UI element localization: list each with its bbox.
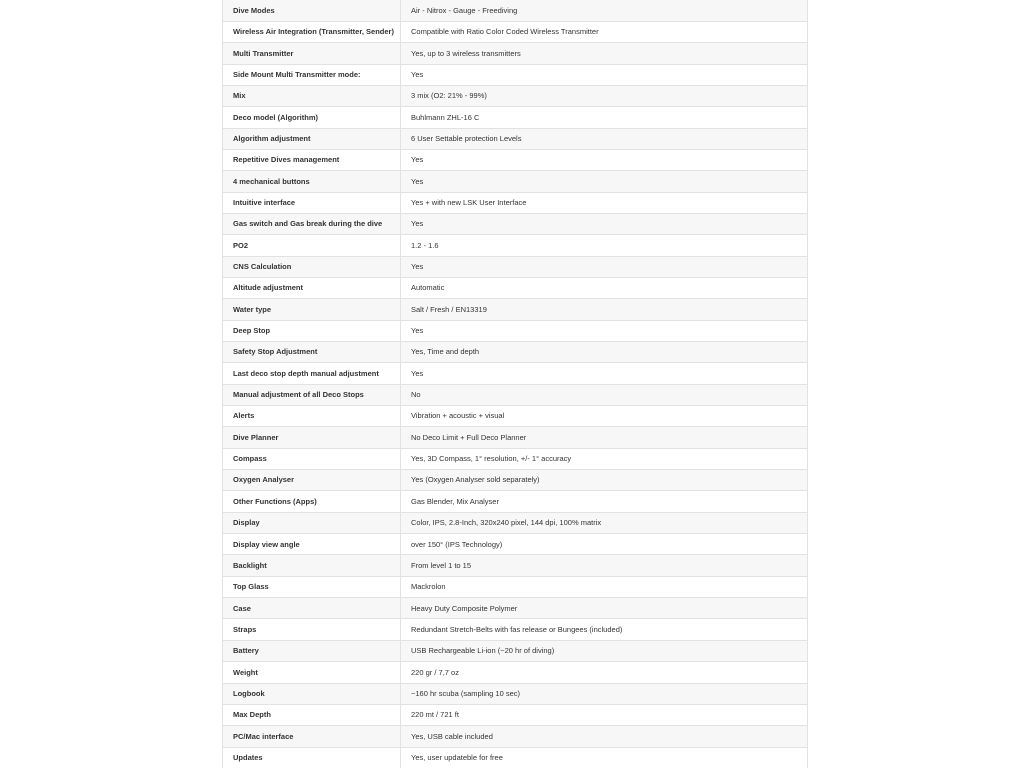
spec-label: 4 mechanical buttons (223, 171, 401, 192)
table-row (223, 470, 808, 491)
spec-label: Weight (223, 662, 401, 683)
table-row (223, 427, 808, 448)
spec-label: Max Depth (223, 704, 401, 725)
table-row (223, 107, 808, 128)
spec-value: Automatic (401, 277, 808, 298)
spec-value: USB Rechargeable Li-ion (~20 hr of diving) (401, 640, 808, 661)
spec-value: Color, IPS, 2.8-Inch, 320x240 pixel, 144 dpi, 100% matrix (401, 512, 808, 533)
table-row (223, 726, 808, 747)
spec-value: Heavy Duty Composite Polymer (401, 598, 808, 619)
spec-label: PO2 (223, 235, 401, 256)
spec-value: Yes, 3D Compass, 1° resolution, +/- 1° accuracy (401, 448, 808, 469)
spec-value: Yes (401, 149, 808, 170)
spec-value: Redundant Stretch-Belts with fas release or Bungees (included) (401, 619, 808, 640)
spec-value: 1.2 - 1.6 (401, 235, 808, 256)
spec-value: 220 gr / 7,7 oz (401, 662, 808, 683)
spec-value: 220 mt / 721 ft (401, 704, 808, 725)
spec-label: Water type (223, 299, 401, 320)
spec-label: Altitude adjustment (223, 277, 401, 298)
table-row (223, 21, 808, 42)
table-row (223, 512, 808, 533)
table-row (223, 448, 808, 469)
table-row (223, 128, 808, 149)
spec-value: Yes (401, 171, 808, 192)
table-row (223, 406, 808, 427)
table-row (223, 235, 808, 256)
spec-label: Dive Modes (223, 0, 401, 21)
spec-label: Last deco stop depth manual adjustment (223, 363, 401, 384)
table-row (223, 534, 808, 555)
spec-label: Safety Stop Adjustment (223, 342, 401, 363)
spec-value: From level 1 to 15 (401, 555, 808, 576)
spec-label: Multi Transmitter (223, 43, 401, 64)
spec-value: Mackrolon (401, 576, 808, 597)
spec-label: Compass (223, 448, 401, 469)
table-row (223, 662, 808, 683)
spec-label: Oxygen Analyser (223, 470, 401, 491)
spec-label: Deco model (Algorithm) (223, 107, 401, 128)
table-row (223, 171, 808, 192)
table-row (223, 64, 808, 85)
spec-value: Yes (401, 363, 808, 384)
spec-value: Yes (401, 64, 808, 85)
spec-label: Wireless Air Integration (Transmitter, Sender) (223, 21, 401, 42)
spec-value: ~160 hr scuba (sampling 10 sec) (401, 683, 808, 704)
table-row (223, 598, 808, 619)
spec-label: Other Functions (Apps) (223, 491, 401, 512)
table-row (223, 704, 808, 725)
spec-value: Yes (Oxygen Analyser sold separately) (401, 470, 808, 491)
table-row (223, 299, 808, 320)
table-row (223, 363, 808, 384)
table-row (223, 640, 808, 661)
spec-value: Vibration + acoustic + visual (401, 406, 808, 427)
spec-value: Yes (401, 213, 808, 234)
spec-value: Yes (401, 320, 808, 341)
spec-label: Deep Stop (223, 320, 401, 341)
spec-label: Algorithm adjustment (223, 128, 401, 149)
table-row (223, 683, 808, 704)
table-row (223, 619, 808, 640)
table-row (223, 192, 808, 213)
spec-value: 6 User Settable protection Levels (401, 128, 808, 149)
spec-label: Intuitive interface (223, 192, 401, 213)
table-row (223, 149, 808, 170)
spec-label: Side Mount Multi Transmitter mode: (223, 64, 401, 85)
spec-value: No (401, 384, 808, 405)
spec-label: Repetitive Dives management (223, 149, 401, 170)
spec-label: PC/Mac interface (223, 726, 401, 747)
spec-value: Yes (401, 256, 808, 277)
spec-label: Display view angle (223, 534, 401, 555)
table-row (223, 555, 808, 576)
table-row (223, 0, 808, 21)
table-row (223, 747, 808, 768)
spec-label: Case (223, 598, 401, 619)
table-row (223, 384, 808, 405)
spec-value: Buhlmann ZHL-16 C (401, 107, 808, 128)
table-row (223, 320, 808, 341)
spec-label: Mix (223, 85, 401, 106)
spec-label: Battery (223, 640, 401, 661)
spec-value: Yes, up to 3 wireless transmitters (401, 43, 808, 64)
spec-label: Gas switch and Gas break during the dive (223, 213, 401, 234)
spec-value: Compatible with Ratio Color Coded Wireless Transmitter (401, 21, 808, 42)
spec-value: over 150° (IPS Technology) (401, 534, 808, 555)
spec-value: No Deco Limit + Full Deco Planner (401, 427, 808, 448)
spec-label: Display (223, 512, 401, 533)
spec-value: Yes + with new LSK User Interface (401, 192, 808, 213)
spec-label: Straps (223, 619, 401, 640)
spec-value: Air - Nitrox - Gauge - Freediving (401, 0, 808, 21)
specs-table (222, 0, 808, 768)
table-row (223, 342, 808, 363)
table-row (223, 43, 808, 64)
spec-label: Dive Planner (223, 427, 401, 448)
table-row (223, 256, 808, 277)
spec-label: Top Glass (223, 576, 401, 597)
spec-label: Updates (223, 747, 401, 768)
spec-label: CNS Calculation (223, 256, 401, 277)
specs-table-body (223, 0, 808, 768)
spec-label: Backlight (223, 555, 401, 576)
spec-label: Alerts (223, 406, 401, 427)
table-row (223, 277, 808, 298)
table-row (223, 85, 808, 106)
spec-value: Yes, Time and depth (401, 342, 808, 363)
spec-label: Manual adjustment of all Deco Stops (223, 384, 401, 405)
table-row (223, 491, 808, 512)
spec-value: Salt / Fresh / EN13319 (401, 299, 808, 320)
spec-value: Yes, user updateble for free (401, 747, 808, 768)
table-row (223, 213, 808, 234)
spec-label: Logbook (223, 683, 401, 704)
spec-value: Gas Blender, Mix Analyser (401, 491, 808, 512)
spec-value: 3 mix (O2: 21% - 99%) (401, 85, 808, 106)
table-row (223, 576, 808, 597)
spec-value: Yes, USB cable included (401, 726, 808, 747)
